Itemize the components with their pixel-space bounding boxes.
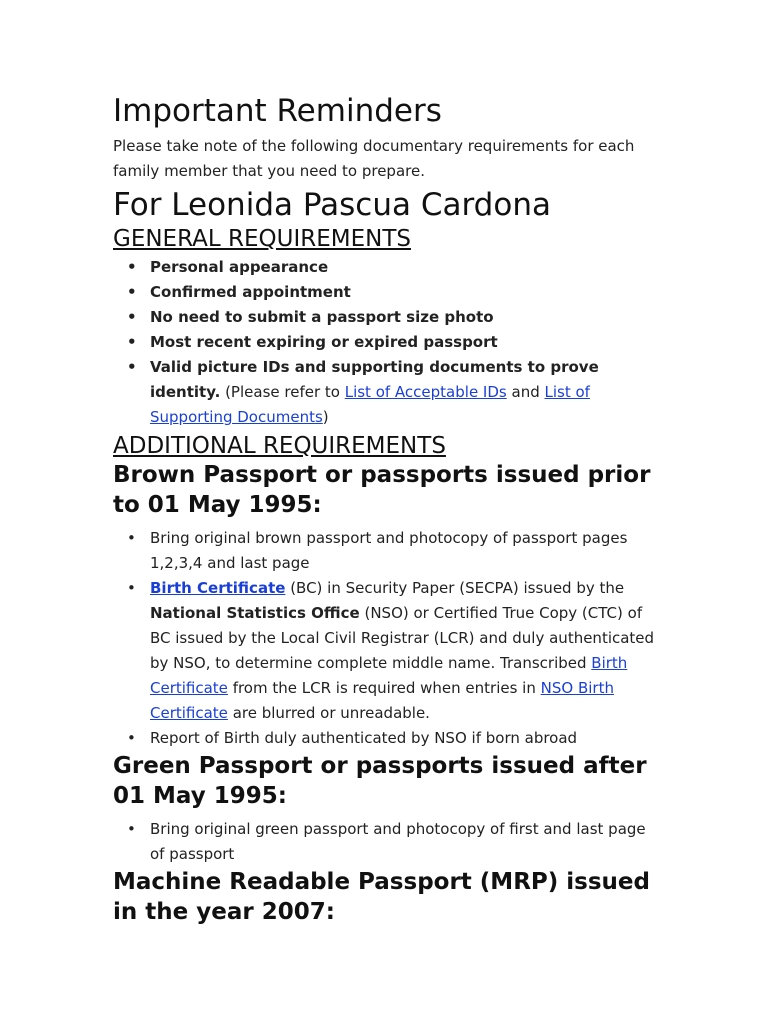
list-item	[113, 305, 658, 330]
bc-text-4: are blurred or unreadable.	[227, 704, 430, 722]
bullet-icon: •	[127, 579, 136, 597]
list-item	[113, 726, 658, 751]
green-passport-heading: Green Passport or passports issued after 01 May 1995:	[113, 753, 647, 809]
green-passport-list	[113, 817, 658, 867]
bullet-icon: •	[127, 258, 137, 276]
additional-requirements-heading: ADDITIONAL REQUIREMENTS	[113, 433, 446, 459]
valid-ids-and-text: and	[506, 383, 545, 401]
general-requirements-heading: GENERAL REQUIREMENTS	[113, 226, 411, 252]
list-item-text: Confirmed appointment	[150, 283, 351, 301]
general-requirements-list	[113, 255, 658, 430]
supporting-documents-link[interactable]: List of Supporting Documents	[150, 383, 590, 426]
valid-ids-close-text: )	[322, 408, 329, 426]
valid-ids-refer-text: (Please refer to	[220, 383, 345, 401]
nso-birth-certificate-link[interactable]: NSO Birth Certificate	[150, 679, 614, 722]
list-item-text: Report of Birth duly authenticated by NSO if born abroad	[150, 729, 578, 747]
list-item-text: No need to submit a passport size photo	[150, 308, 494, 326]
mrp-heading: Machine Readable Passport (MRP) issued in the year 2007:	[113, 869, 650, 925]
bc-text-2: (NSO) or Certified True Copy (CTC) of BC issued by the Local Civil Registrar (LCR) and duly authenticated by NSO, to determine complete middle name. Transcribed	[150, 604, 655, 672]
bullet-icon: •	[127, 308, 137, 326]
brown-passport-heading: Brown Passport or passports issued prior to 01 May 1995:	[113, 462, 651, 518]
transcribed-birth-certificate-link[interactable]: Birth Certificate	[150, 654, 628, 697]
bullet-icon: •	[127, 529, 136, 547]
page-title: Important Reminders	[113, 93, 442, 129]
bullet-icon: •	[127, 283, 137, 301]
document-content	[113, 92, 658, 927]
bullet-icon: •	[127, 729, 136, 747]
list-item	[113, 330, 658, 355]
valid-ids-text: Valid picture IDs and supporting documents to prove identity.	[150, 358, 599, 401]
bc-text-1: (BC) in Security Paper (SECPA) issued by the	[285, 579, 625, 597]
list-item-text: Personal appearance	[150, 258, 329, 276]
birth-certificate-link[interactable]: Birth Certificate	[150, 579, 286, 597]
nso-text: National Statistics Office	[150, 604, 360, 622]
list-item	[113, 576, 658, 726]
bc-text-3: from the LCR is required when entries in	[227, 679, 541, 697]
list-item	[113, 280, 658, 305]
bullet-icon: •	[127, 820, 136, 838]
list-item	[113, 817, 658, 867]
list-item	[113, 355, 658, 430]
list-item	[113, 255, 658, 280]
bullet-icon: •	[127, 358, 137, 376]
person-heading: For Leonida Pascua Cardona	[113, 187, 551, 223]
list-item	[113, 526, 658, 576]
list-item-text: Bring original green passport and photocopy of first and last page of passport	[150, 820, 646, 863]
acceptable-ids-link[interactable]: List of Acceptable IDs	[344, 383, 507, 401]
intro-paragraph: Please take note of the following documentary requirements for each family member that you need to prepare.	[113, 137, 635, 180]
list-item-text: Most recent expiring or expired passport	[150, 333, 498, 351]
bullet-icon: •	[127, 333, 137, 351]
brown-passport-list	[113, 526, 658, 751]
list-item-text: Bring original brown passport and photocopy of passport pages 1,2,3,4 and last page	[150, 529, 628, 572]
